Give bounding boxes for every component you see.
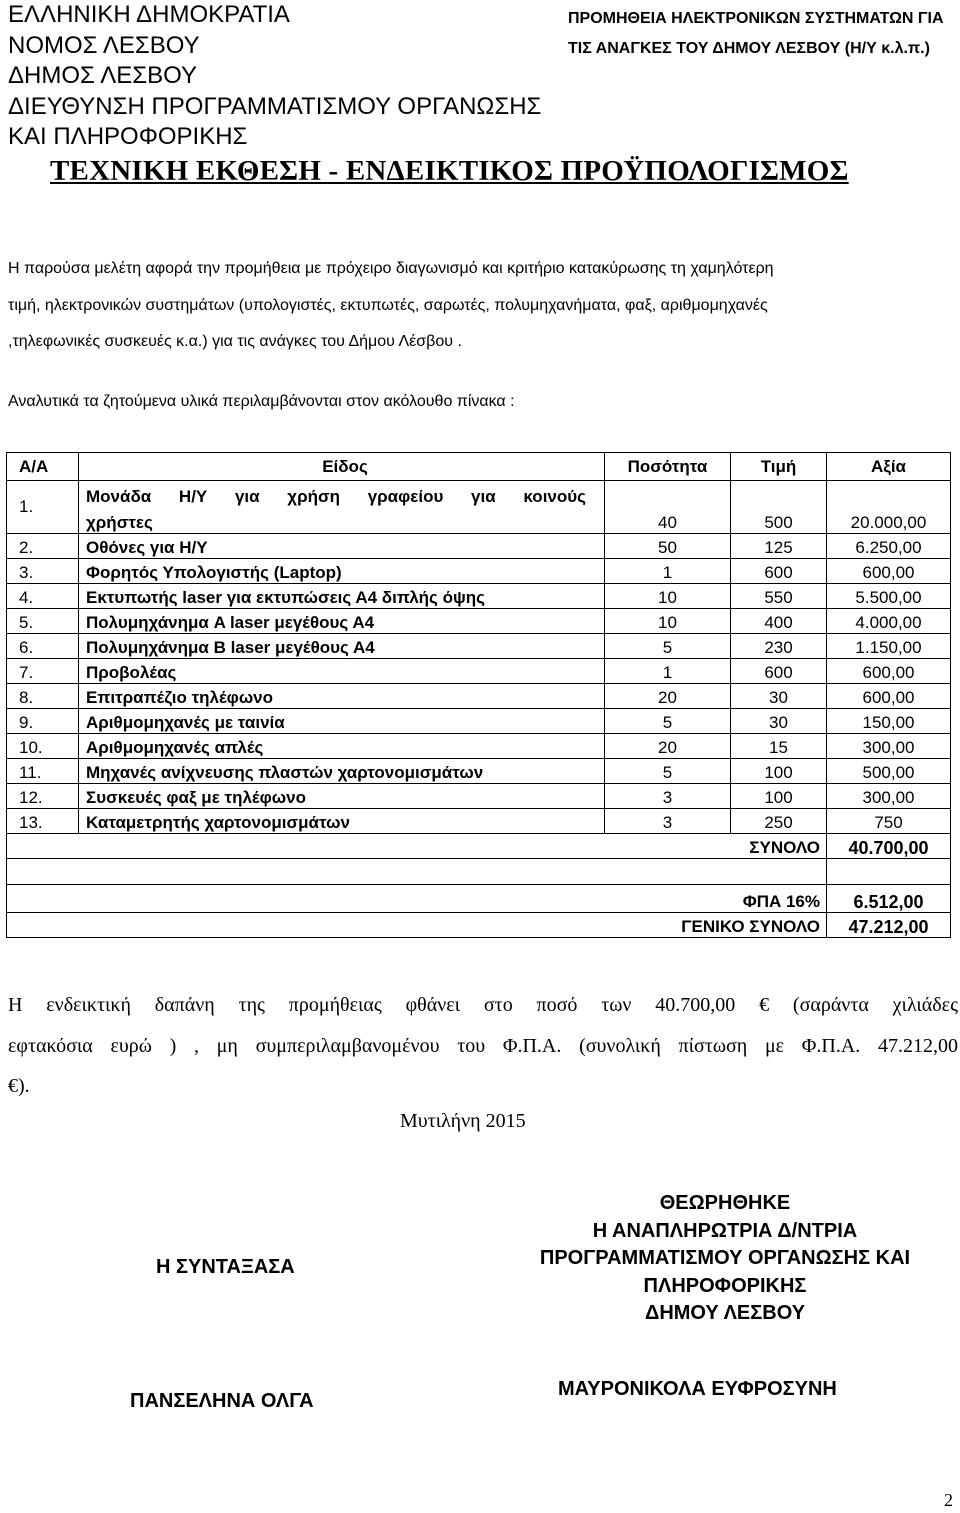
cell-qty: 40 xyxy=(605,481,731,534)
cell-aa: 2. xyxy=(7,534,79,559)
cell-value: 750 xyxy=(827,809,951,834)
cell-item: Καταμετρητής χαρτονομισμάτων xyxy=(79,809,605,834)
cell-qty: 5 xyxy=(605,759,731,784)
table-row xyxy=(7,659,951,684)
cell-item: Αριθμομηχανές απλές xyxy=(79,734,605,759)
table-row xyxy=(7,684,951,709)
vat-value: 6.512,00 xyxy=(827,885,951,913)
empty-row xyxy=(7,859,951,885)
cell-item: Αριθμομηχανές με ταινία xyxy=(79,709,605,734)
cell-qty: 3 xyxy=(605,809,731,834)
cell-value: 600,00 xyxy=(827,559,951,584)
cell-item: Πολυμηχάνημα B laser μεγέθους Α4 xyxy=(79,634,605,659)
table-row xyxy=(7,584,951,609)
table-header-row xyxy=(7,453,951,481)
cell-value: 150,00 xyxy=(827,709,951,734)
cell-qty: 5 xyxy=(605,634,731,659)
cell-aa: 7. xyxy=(7,659,79,684)
approver-role-line: ΠΛΗΡΟΦΟΡΙΚΗΣ xyxy=(643,1274,807,1297)
issuer-line: ΔΗΜΟΣ ΛΕΣΒΟΥ xyxy=(8,62,197,89)
cell-aa: 11. xyxy=(7,759,79,784)
cell-aa: 10. xyxy=(7,734,79,759)
table-row xyxy=(7,734,951,759)
place-date: Μυτιλήνη 2015 xyxy=(400,1110,526,1132)
cell-value: 600,00 xyxy=(827,684,951,709)
cell-price: 550 xyxy=(731,584,827,609)
cell-value: 300,00 xyxy=(827,734,951,759)
cell-price: 600 xyxy=(731,659,827,684)
cell-price: 30 xyxy=(731,709,827,734)
cell-item: Οθόνες για Η/Υ xyxy=(79,534,605,559)
cell-price: 100 xyxy=(731,759,827,784)
approver-role-block xyxy=(495,1190,955,1328)
cell-item: Συσκευές φαξ με τηλέφωνο xyxy=(79,784,605,809)
table-row xyxy=(7,609,951,634)
cell-price: 125 xyxy=(731,534,827,559)
cell-qty: 20 xyxy=(605,684,731,709)
approver-name: ΜΑΥΡΟΝΙΚΟΛΑ ΕΥΦΡΟΣΥΝΗ xyxy=(558,1378,837,1400)
cell-aa: 13. xyxy=(7,809,79,834)
grand-total-value: 47.212,00 xyxy=(827,913,951,938)
cell-aa: 8. xyxy=(7,684,79,709)
cell-value: 300,00 xyxy=(827,784,951,809)
cell-item xyxy=(79,481,605,534)
cell-value: 1.150,00 xyxy=(827,634,951,659)
empty-cell xyxy=(7,859,827,885)
cell-qty: 10 xyxy=(605,584,731,609)
issuer-line: ΚΑΙ ΠΛΗΡΟΦΟΡΙΚΗΣ xyxy=(8,123,248,150)
issuer-block xyxy=(8,0,541,153)
grand-total-label: ΓΕΝΙΚΟ ΣΥΝΟΛΟ xyxy=(7,913,827,938)
grand-total-row xyxy=(7,913,951,938)
author-role: Η ΣΥΝΤΑΞΑΣΑ xyxy=(156,1256,295,1278)
issuer-line: ΕΛΛΗΝΙΚΗ ΔΗΜΟΚΡΑΤΙΑ xyxy=(8,1,290,28)
subject-line: ΠΡΟΜΗΘΕΙΑ ΗΛΕΚΤΡΟΝΙΚΩΝ ΣΥΣΤΗΜΑΤΩΝ ΓΙΑ xyxy=(568,10,944,27)
cell-item: Μηχανές ανίχνευσης πλαστών χαρτονομισμάτων xyxy=(79,759,605,784)
closing-line: εφτακόσια ευρώ ) , μη συμπεριλαμβανομένου του Φ.Π.Α. (συνολική πίστωση με Φ.Π.Α. 47.212,00 xyxy=(8,1034,958,1057)
intro-line: ,τηλεφωνικές συσκευές κ.α.) για τις ανάγκες του Δήμου Λέσβου . xyxy=(8,333,462,350)
closing-line: €). xyxy=(8,1075,30,1097)
document-title: ΤΕΧΝΙΚΗ ΕΚΘΕΣΗ - ΕΝΔΕΙΚΤΙΚΟΣ ΠΡΟΫΠΟΛΟΓΙΣΜΟΣ xyxy=(50,155,849,187)
cell-aa: 12. xyxy=(7,784,79,809)
cell-qty: 50 xyxy=(605,534,731,559)
table-row xyxy=(7,809,951,834)
cell-qty: 1 xyxy=(605,559,731,584)
table-intro: Αναλυτικά τα ζητούμενα υλικά περιλαμβάνονται στον ακόλουθο πίνακα : xyxy=(8,393,515,410)
cell-item: Προβολέας xyxy=(79,659,605,684)
cell-aa: 6. xyxy=(7,634,79,659)
empty-cell xyxy=(827,859,951,885)
cell-aa: 1. xyxy=(7,481,79,534)
cell-qty: 3 xyxy=(605,784,731,809)
page-number: 2 xyxy=(944,1490,953,1510)
cell-aa: 4. xyxy=(7,584,79,609)
cell-value: 6.250,00 xyxy=(827,534,951,559)
header-value: Αξία xyxy=(827,453,951,481)
cell-price: 100 xyxy=(731,784,827,809)
table-row xyxy=(7,481,951,534)
author-name: ΠΑΝΣΕΛΗΝΑ ΟΛΓΑ xyxy=(130,1390,314,1412)
total-value: 40.700,00 xyxy=(827,834,951,859)
cell-value: 20.000,00 xyxy=(827,481,951,534)
subject-line: ΤΙΣ ΑΝΑΓΚΕΣ ΤΟΥ ΔΗΜΟΥ ΛΕΣΒΟΥ (Η/Υ κ.λ.π.) xyxy=(568,40,930,57)
header-item: Είδος xyxy=(79,453,605,481)
approver-role-line: ΔΗΜΟΥ ΛΕΣΒΟΥ xyxy=(644,1302,806,1324)
item-line: χρήστες xyxy=(86,513,153,532)
cell-item: Εκτυπωτής laser για εκτυπώσεις Α4 διπλής όψης xyxy=(79,584,605,609)
table-row xyxy=(7,534,951,559)
cell-price: 30 xyxy=(731,684,827,709)
cell-qty: 1 xyxy=(605,659,731,684)
table-row xyxy=(7,634,951,659)
cell-item: Φορητός Υπολογιστής (Laptop) xyxy=(79,559,605,584)
vat-label: ΦΠΑ 16% xyxy=(7,885,827,913)
cell-qty: 10 xyxy=(605,609,731,634)
cell-price: 250 xyxy=(731,809,827,834)
issuer-line: ΔΙΕΥΘΥΝΣΗ ΠΡΟΓΡΑΜΜΑΤΙΣΜΟΥ ΟΡΓΑΝΩΣΗΣ xyxy=(8,92,542,120)
issuer-line: ΝΟΜΟΣ ΛΕΣΒΟΥ xyxy=(8,31,200,59)
subject-block xyxy=(568,4,944,64)
cell-item: Πολυμηχάνημα A laser μεγέθους Α4 xyxy=(79,609,605,634)
header-price: Τιμή xyxy=(731,453,827,481)
cell-value: 600,00 xyxy=(827,659,951,684)
intro-line: Η παρούσα μελέτη αφορά την προμήθεια με πρόχειρο διαγωνισμό και κριτήριο κατακύρωσης τη χαμηλότερη xyxy=(8,260,774,277)
cell-price: 230 xyxy=(731,634,827,659)
cell-aa: 3. xyxy=(7,559,79,584)
cell-price: 15 xyxy=(731,734,827,759)
vat-row xyxy=(7,885,951,913)
item-line: Μονάδα Η/Υ για χρήση γραφείου για κοινούς xyxy=(86,487,586,506)
total-label: ΣΥΝΟΛΟ xyxy=(7,834,827,859)
cell-value: 5.500,00 xyxy=(827,584,951,609)
cell-price: 600 xyxy=(731,559,827,584)
table-row xyxy=(7,784,951,809)
intro-line: τιμή, ηλεκτρονικών συστημάτων (υπολογιστές, εκτυπωτές, σαρωτές, πολυμηχανήματα, φαξ, αριθμομηχανές xyxy=(8,296,768,314)
cell-item: Επιτραπέζιο τηλέφωνο xyxy=(79,684,605,709)
cell-price: 400 xyxy=(731,609,827,634)
cell-qty: 20 xyxy=(605,734,731,759)
cell-aa: 5. xyxy=(7,609,79,634)
header-qty: Ποσότητα xyxy=(605,453,731,481)
table-row xyxy=(7,559,951,584)
items-table xyxy=(6,452,951,938)
table-row xyxy=(7,709,951,734)
closing-paragraph xyxy=(8,985,958,1107)
approver-role-line: ΘΕΩΡΗΘΗΚΕ xyxy=(659,1192,791,1214)
cell-price: 500 xyxy=(731,481,827,534)
cell-value: 500,00 xyxy=(827,759,951,784)
cell-aa: 9. xyxy=(7,709,79,734)
cell-qty: 5 xyxy=(605,709,731,734)
closing-line: Η ενδεικτική δαπάνη της προμήθειας φθάνει στο ποσό των 40.700,00 € (σαράντα χιλιάδες xyxy=(8,994,958,1016)
intro-paragraph xyxy=(8,251,958,361)
header-aa: Α/Α xyxy=(7,453,79,481)
approver-role-line: Η ΑΝΑΠΛΗΡΩΤΡΙΑ Δ/ΝΤΡΙΑ xyxy=(592,1219,858,1242)
cell-value: 4.000,00 xyxy=(827,609,951,634)
total-row xyxy=(7,834,951,859)
approver-role-line: ΠΡΟΓΡΑΜΜΑΤΙΣΜΟΥ ΟΡΓΑΝΩΣΗΣ ΚΑΙ xyxy=(539,1247,911,1269)
table-row xyxy=(7,759,951,784)
